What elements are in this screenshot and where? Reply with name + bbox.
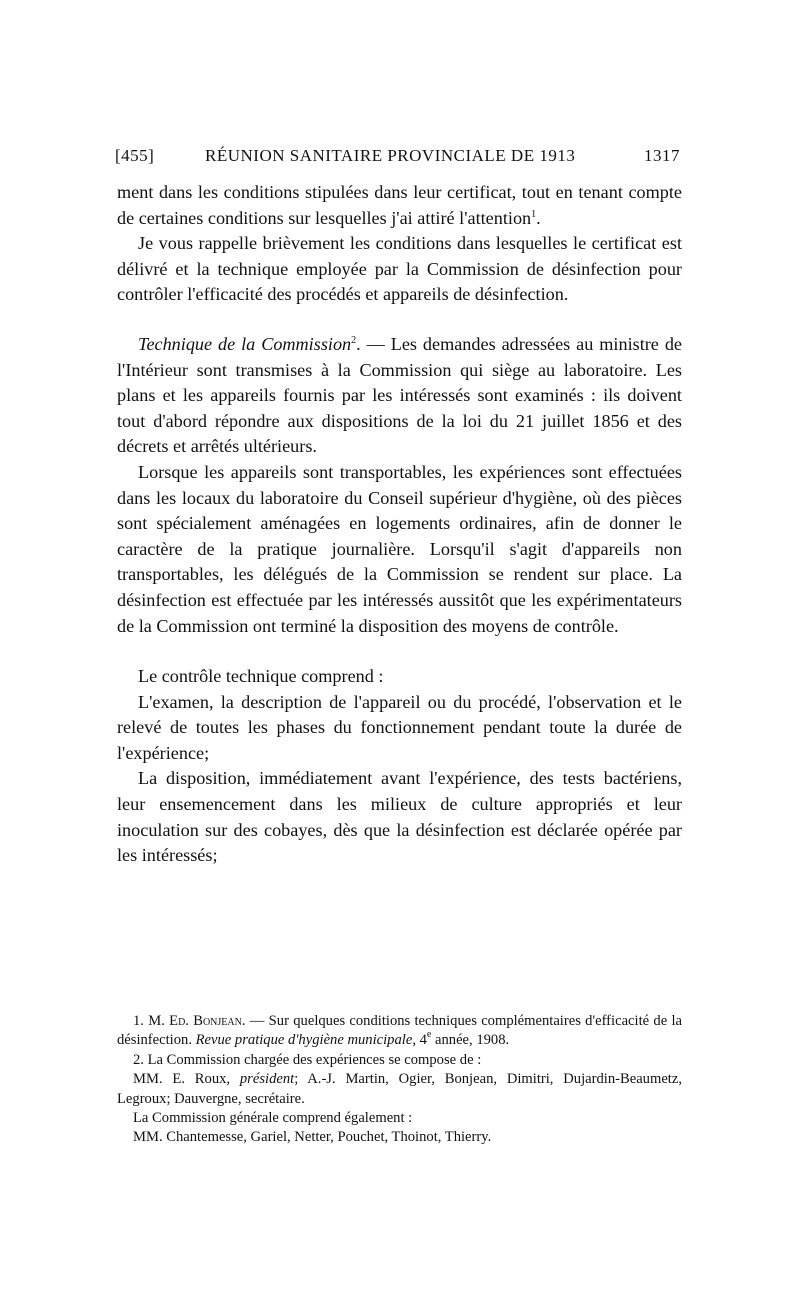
- footnote-number: 1. M.: [133, 1013, 170, 1029]
- footnote-ref-2: 2: [351, 334, 357, 346]
- footnote-text: année, 1908.: [431, 1032, 510, 1049]
- footnote-text: , 4: [412, 1032, 427, 1049]
- footnotes: [117, 1012, 682, 1148]
- page-reference: [455]: [115, 146, 155, 165]
- footnote-2-members: [117, 1070, 682, 1109]
- paragraph-intro: Je vous rappelle brièvement les conditions dans lesquelles le certificat est délivré et la technique employée par la Commission de désinfection pour contrôler l'efficacité des procédés et appareils de désinfection.: [117, 233, 682, 305]
- paragraph-controle: Le contrôle technique comprend :: [138, 666, 384, 687]
- footnote-2: 2. La Commission chargée des expériences se compose de :: [133, 1051, 482, 1068]
- paragraph-disposition: La disposition, immédiatement avant l'expérience, des tests bactériens, leur ensemencement dans les milieux de culture appropriés et leur inoculation sur des cobayes, dès que la désinfection est déclarée opérée par les intéressés;: [117, 768, 682, 866]
- page-number: 1317: [644, 146, 680, 165]
- footnote-journal: Revue pratique d'hygiène municipale: [195, 1032, 413, 1049]
- paragraph-continuation: ment dans les conditions stipulées dans leur certificat, tout en tenant compte de certaines conditions sur lesquelles j'ai attiré l'attention$^1$.: [117, 182, 682, 228]
- paragraph-transportable: Lorsque les appareils sont transportables, les expériences sont effectuées dans les locaux du laboratoire du Conseil supérieur d'hygiène, où des pièces sont spécialement aménagées en logements ordinaires, afin de donner le caractère de la pratique journalière. Lorsqu'il s'agit d'appareils non transportables, les délégués de la Commission se rendent sur place. La désinfection est effectuée par les intéressés aussitôt que les expérimentateurs de la Commission ont terminé la disposition des moyens de contrôle.: [117, 461, 682, 636]
- footnote-text: MM. E. Roux,: [133, 1071, 240, 1088]
- footnote-text: ; A.-J. Martin, Ogier, Bonjean, Dimitri, Dujardin-Beaumetz, Legroux; Dauvergne, secrétaire.: [117, 1071, 682, 1107]
- footnote-role: président: [239, 1071, 295, 1088]
- section-title: Technique de la Commission: [138, 333, 352, 354]
- footnote-1: [117, 1012, 682, 1051]
- footnote-2-general-members: MM. Chantemesse, Gariel, Netter, Pouchet, Thoinot, Thierry.: [133, 1129, 492, 1146]
- paragraph-text: ment dans les conditions stipulées dans leur certificat, tout en tenant compte de certaines conditions sur lesquelles j'ai attiré l'attention: [117, 182, 682, 228]
- footnote-superscript: e: [426, 1029, 432, 1041]
- paragraph-examen: L'examen, la description de l'appareil ou du procédé, l'observation et le relevé de toutes les phases du fonctionnement pendant toute la durée de l'expérience;: [117, 691, 682, 763]
- paragraph-text: . — Les demandes adressées au ministre de l'Intérieur sont transmises à la Commission qui siège au laboratoire. Les plans et les appareils fournis par les intéressés sont examinés : ils doivent tout d'abord répondre aux dispositions de la loi du 21 juillet 1856 et des décrets et arrêtés ultérieurs.: [117, 333, 682, 457]
- running-title: RÉUNION SANITAIRE PROVINCIALE DE 1913: [205, 146, 576, 165]
- footnote-2-general: La Commission générale comprend également :: [133, 1110, 413, 1127]
- running-header: [115, 146, 680, 170]
- body-text: [117, 180, 682, 869]
- footnote-author: Ed. Bonjean: [169, 1013, 242, 1029]
- footnote-text: . — Sur quelques conditions techniques complémentaires d'efficacité de la désinfection.: [117, 1013, 682, 1049]
- paragraph-technique: [117, 332, 682, 460]
- footnote-ref-1: 1: [531, 208, 537, 220]
